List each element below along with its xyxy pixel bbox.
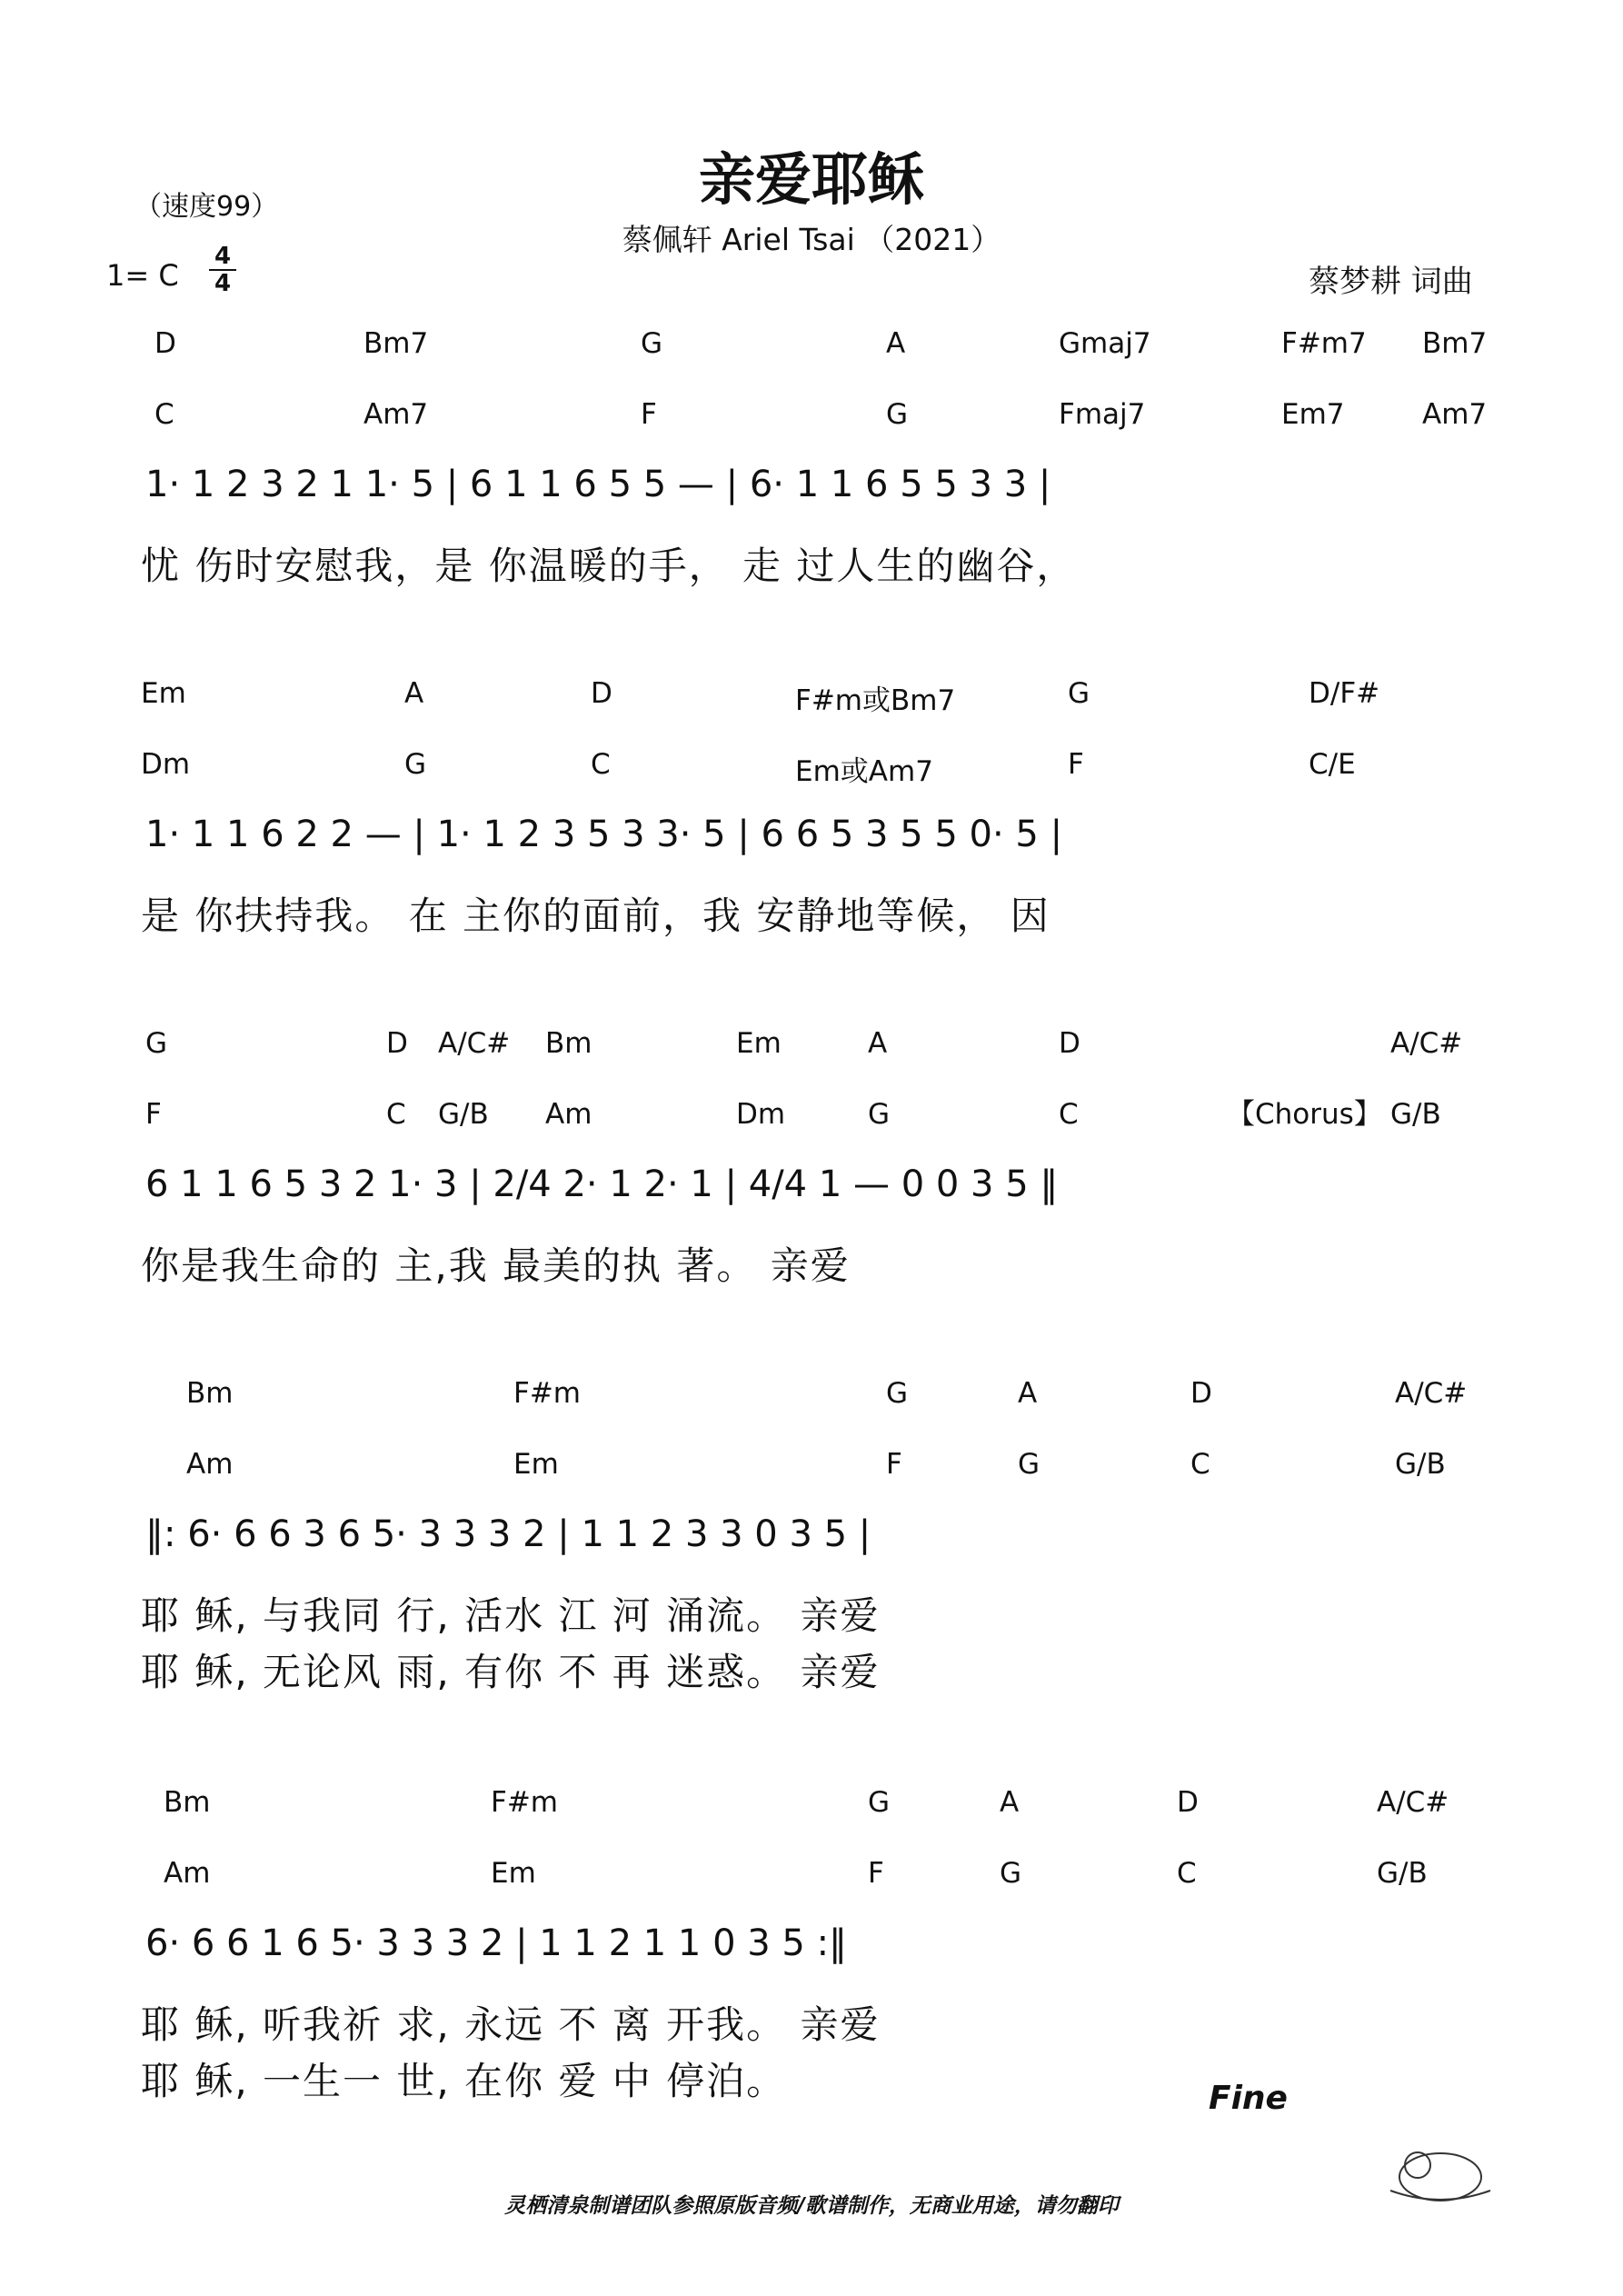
chord-top: Em <box>141 677 186 710</box>
chord-top: Bm <box>164 1786 211 1819</box>
time-signature: 4 4 <box>209 244 236 296</box>
chord-top: A <box>404 677 424 710</box>
chord-top: A/C# <box>1377 1786 1449 1819</box>
footer-note: 灵栖清泉制谱团队参照原版音频/歌谱制作，无商业用途，请勿翻印 <box>504 2194 1119 2218</box>
chord-bottom: F <box>886 1448 902 1481</box>
lyric-line: 忧 伤时安慰我，是 你温暖的手， 走 过人生的幽谷， <box>141 544 1077 588</box>
lyric-line: 你是我生命的 主,我 最美的执 著。 亲爱 <box>141 1243 851 1288</box>
chord-top: Bm <box>545 1027 592 1060</box>
chord-bottom: C <box>386 1098 406 1131</box>
chord-top: G <box>641 327 663 360</box>
chord-top: G <box>1068 677 1090 710</box>
key-signature: 1= C <box>106 258 179 293</box>
chord-bottom: G/B <box>438 1098 489 1131</box>
chord-bottom: C <box>1059 1098 1079 1131</box>
chord-bottom: Am7 <box>1422 398 1488 431</box>
chord-bottom: Em7 <box>1281 398 1345 431</box>
chord-top: A <box>868 1027 888 1060</box>
chord-top: A <box>886 327 906 360</box>
chord-top: Bm <box>186 1377 234 1410</box>
chord-bottom: G/B <box>1377 1857 1428 1890</box>
credit-line: 蔡梦耕 词曲 <box>1309 264 1473 300</box>
chord-top: F#m <box>491 1786 559 1819</box>
chord-top: D <box>1177 1786 1199 1819</box>
chord-bottom: C <box>1177 1857 1197 1890</box>
chord-top: Bm7 <box>1422 327 1488 360</box>
chord-bottom: Dm <box>141 748 191 781</box>
chord-top: D <box>1190 1377 1212 1410</box>
chorus-marker: 【Chorus】 <box>1227 1098 1382 1131</box>
chord-bottom: C <box>591 748 611 781</box>
chord-top: A <box>1000 1786 1020 1819</box>
chord-bottom: Em或Am7 <box>795 755 933 788</box>
chord-bottom: F <box>145 1098 162 1131</box>
chord-bottom: Dm <box>736 1098 786 1131</box>
notation-line: ‖: 6· 6 6 3 6 5· 3 3 3 2 | 1 1 2 3 3 0 3 5 | <box>145 1513 871 1555</box>
tempo-label: （速度99） <box>134 191 279 223</box>
chord-bottom: Em <box>513 1448 559 1481</box>
chord-top: D <box>591 677 612 710</box>
chord-top: F#m或Bm7 <box>795 684 956 717</box>
chord-top: A/C# <box>1390 1027 1463 1060</box>
artist-line: 蔡佩轩 Ariel Tsai （2021） <box>622 222 1001 257</box>
chord-bottom: C <box>1190 1448 1210 1481</box>
chord-bottom: Am <box>186 1448 234 1481</box>
chord-bottom: G <box>1000 1857 1022 1890</box>
chord-top: F#m7 <box>1281 327 1367 360</box>
chord-top: G <box>868 1786 891 1819</box>
chord-top: Bm7 <box>363 327 429 360</box>
lyric-line: 耶 稣, 一生一 世, 在你 爱 中 停泊。 <box>141 2059 787 2103</box>
lyric-line: 是 你扶持我。 在 主你的面前，我 安静地等候， 因 <box>141 893 1050 938</box>
chord-top: D <box>386 1027 408 1060</box>
chord-top: Em <box>736 1027 782 1060</box>
chord-bottom: C <box>154 398 174 431</box>
notation-line: 6 1 1 6 5 3 2 1· 3 | 2/4 2· 1 2· 1 | 4/4 1 — 0 0 3 5 ‖ <box>145 1163 1059 1205</box>
chord-bottom: Am7 <box>363 398 429 431</box>
notation-line: 1· 1 1 6 2 2 — | 1· 1 2 3 5 3 3· 5 | 6 6 5 3 5 5 0· 5 | <box>145 814 1063 855</box>
chord-top: G <box>886 1377 909 1410</box>
chord-top: A <box>1018 1377 1038 1410</box>
chord-top: D/F# <box>1309 677 1380 710</box>
notation-line: 6· 6 6 1 6 5· 3 3 3 2 | 1 1 2 1 1 0 3 5 :‖ <box>145 1922 848 1964</box>
sheep-logo <box>1381 2136 1499 2209</box>
chord-top: A/C# <box>1395 1377 1468 1410</box>
lyric-line: 耶 稣, 听我祈 求, 永远 不 离 开我。 亲爱 <box>141 2002 881 2047</box>
chord-top: D <box>154 327 176 360</box>
chord-bottom: C/E <box>1309 748 1356 781</box>
chord-bottom: G <box>886 398 909 431</box>
chord-top: G <box>145 1027 168 1060</box>
chord-bottom: Fmaj7 <box>1059 398 1146 431</box>
chord-bottom: G <box>1018 1448 1041 1481</box>
chord-bottom: F <box>641 398 657 431</box>
chord-bottom: G/B <box>1390 1098 1441 1131</box>
notation-line: 1· 1 2 3 2 1 1· 5 | 6 1 1 6 5 5 — | 6· 1 1 6 5 5 3 3 | <box>145 464 1051 505</box>
chord-top: A/C# <box>438 1027 511 1060</box>
chord-bottom: Am <box>545 1098 592 1131</box>
chord-bottom: F <box>1068 748 1084 781</box>
lyric-line: 耶 稣, 无论风 雨, 有你 不 再 迷惑。 亲爱 <box>141 1650 881 1694</box>
fine-mark: Fine <box>1209 2080 1288 2117</box>
chord-bottom: F <box>868 1857 884 1890</box>
chord-bottom: G <box>404 748 427 781</box>
chord-bottom: Em <box>491 1857 536 1890</box>
lyric-line: 耶 稣, 与我同 行, 活水 江 河 涌流。 亲爱 <box>141 1593 881 1638</box>
chord-bottom: Am <box>164 1857 211 1890</box>
chord-top: D <box>1059 1027 1080 1060</box>
chord-bottom: G/B <box>1395 1448 1446 1481</box>
chord-bottom: G <box>868 1098 891 1131</box>
chord-top: Gmaj7 <box>1059 327 1151 360</box>
chord-top: F#m <box>513 1377 582 1410</box>
song-title: 亲爱耶稣 <box>698 146 924 213</box>
